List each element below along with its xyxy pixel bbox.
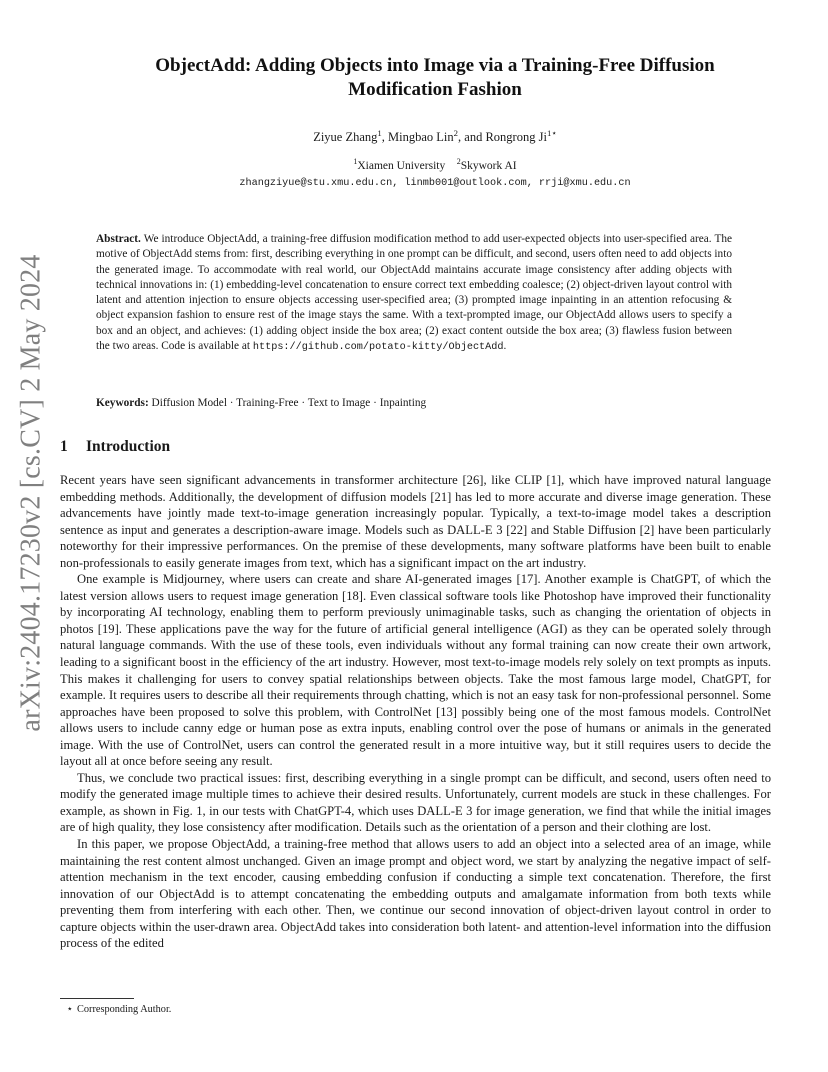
- body-paragraph: Recent years have seen significant advancements in transformer architecture [26], like CLIP [1], which have improved natural language embedding methods. Additionally, the development of diffusion models [21] has led to more accurate and diverse image generation. These advancements have jointly made text-to-image generation increasingly popular. Typically, a text-to-image model takes a description sentence as input and generates a description-aware image. Models such as DALL-E 3 [22] and Stable Diffusion [2] have been particularly noteworthy for their impressive performances. On the premise of these developments, many software platforms have been built to enable non-professionals to easily generate images from text, which has a significant impact on the art industry.: [60, 473, 771, 570]
- affiliation-mark: 2: [456, 157, 461, 167]
- title-line-1: ObjectAdd: Adding Objects into Image via a Training-Free Diffusion: [155, 55, 715, 76]
- affiliation-list: [80, 159, 790, 173]
- abstract-text: We introduce ObjectAdd, a training-free diffusion modification method to add user-expected objects into user-specified area. The motive of ObjectAdd stems from: first, describing everything in one prompt can be difficult, and second, users often need to add objects into the generated image. To accommodate with real world, our ObjectAdd maintains accurate image consistency after adding objects with technical innovations in: (1) embedding-level concatenation to ensure correct text embedding coalesce; (2) object-driven layout control with latent and attention injection to ensure objects accessing user-specified area; (3) prompted image inpainting in an attention refocusing & object expansion fashion to ensure rest of the image stays the same. With a text-prompted image, our ObjectAdd allows users to specify a box and an object, and achieves: (1) adding object inside the box area; (2) exact content outside the box area; (3) flawless fusion between the two areas. Code is available at: [96, 233, 733, 353]
- abstract: [96, 232, 732, 355]
- body-paragraph: Thus, we conclude two practical issues: first, describing everything in a single prompt can be difficult, and second, users often need to modify the generated image multiple times to achieve their desired results. Unfortunately, current models are stuck in these challenges. For example, as shown in Fig. 1, in our tests with ChatGPT-4, which uses DALL-E 3 for image generation, we find that while the initial images are of high quality, they lose consistency after modification. Details such as the orientation of a person and their clothing are lost.: [60, 770, 771, 835]
- author-list: Ziyue Zhang$^1$, Mingbao Lin$^2$, and Rongrong $Ji^{1⋆}$: [313, 127, 557, 144]
- affiliation-mark: 1: [353, 157, 358, 167]
- author-name: Mingbao Lin: [388, 130, 454, 144]
- affiliation-name: Xiamen University: [357, 160, 446, 172]
- body-paragraph: One example is Midjourney, where users can create and share AI-generated images [17]. Another example is ChatGPT, of which the latest version allows users to request image generation [18]. Even classical software tools like Photoshop have improved their functionality by incorporating AI technology, enabling them to perform previously unimaginable tasks, such as changing the orientation of objects in photos [19]. These applications pave the way for the future of artificial general intelligence (AGI) as they can be operated solely through natural language commands. With the use of these tools, even individuals without any formal training can now create their own artwork, leading to a significant boost in the efficiency of the art industry. However, most text-to-image models rely solely on text prompts as inputs. This makes it challenging for users to convey spatial relationships between objects. Take the most famous large model, ChatGPT, for example. It requires users to describe all their requirements through chatting, which is not an easy task for non-professional personnel. Some approaches have been proposed to solve this problem, with ControlNet [13] possibly being one of the most famous models. ControlNet allows users to include canny edge or human pose as extra inputs, enabling control over the pose of humans or animals in the generated image. With the use of ControlNet, users can control the generated result in a more intuitive way, but it still requires users to decide the layout all at once before seeing any result.: [60, 572, 771, 769]
- footnote: [60, 1003, 760, 1016]
- author-name: Rongrong Ji: [485, 130, 547, 144]
- paper-title: [80, 54, 790, 102]
- code-link[interactable]: https://github.com/potato-kitty/ObjectAdd: [252, 342, 504, 354]
- author-emails: zhangziyue@stu.xmu.edu.cn, linmb001@outlook.com, rrji@xmu.edu.cn: [239, 178, 631, 189]
- body-paragraph: In this paper, we propose ObjectAdd, a training-free method that allows users to add an object into a selected area of an image, while maintaining the rest content almost unchanged. Given an image prompt and object word, we start by analyzing the negative impact of self-attention mechanism in the text encoder, causing embedding confusion if conducting a simple text concatenation. Therefore, the first innovation of our ObjectAdd is to attempt concatenating the embedding outputs and amalgamate information from both texts while preventing them from interfering with each other. Then, we continue our second innovation of object-driven layout control in order to capture objects within the user-drawn area. ObjectAdd takes into consideration both latent- and attention-level information into the diffusion process of the edited: [60, 837, 771, 951]
- introduction-body: [60, 472, 771, 952]
- section-title: Introduction: [86, 438, 171, 455]
- section-heading-introduction: [60, 437, 770, 457]
- keywords-text: Diffusion Model · Training-Free · Text to Image · Inpainting: [151, 397, 427, 409]
- arxiv-identifier: arXiv:2404.17230v2 [cs.CV] 2 May 2024: [16, 254, 47, 732]
- affiliation-name: Skywork AI: [460, 160, 517, 172]
- footnote-rule: [60, 998, 134, 999]
- author-affiliation-mark: 1: [377, 127, 382, 138]
- abstract-end: .: [503, 340, 507, 353]
- title-line-2: Modification Fashion: [348, 79, 522, 100]
- keywords-label: Keywords:: [96, 397, 149, 409]
- arxiv-sidebar-stamp: [12, 254, 52, 732]
- author-affiliation-mark: 1⋆: [546, 127, 557, 138]
- author-name: Ziyue Zhang: [313, 130, 378, 144]
- keywords: [96, 396, 732, 411]
- footnote-mark: ⋆: [66, 1004, 73, 1015]
- author-affiliation-mark: 2: [453, 127, 459, 138]
- section-number: 1: [60, 438, 68, 455]
- footnote-text: Corresponding Author.: [77, 1004, 172, 1015]
- abstract-label: Abstract.: [96, 233, 141, 245]
